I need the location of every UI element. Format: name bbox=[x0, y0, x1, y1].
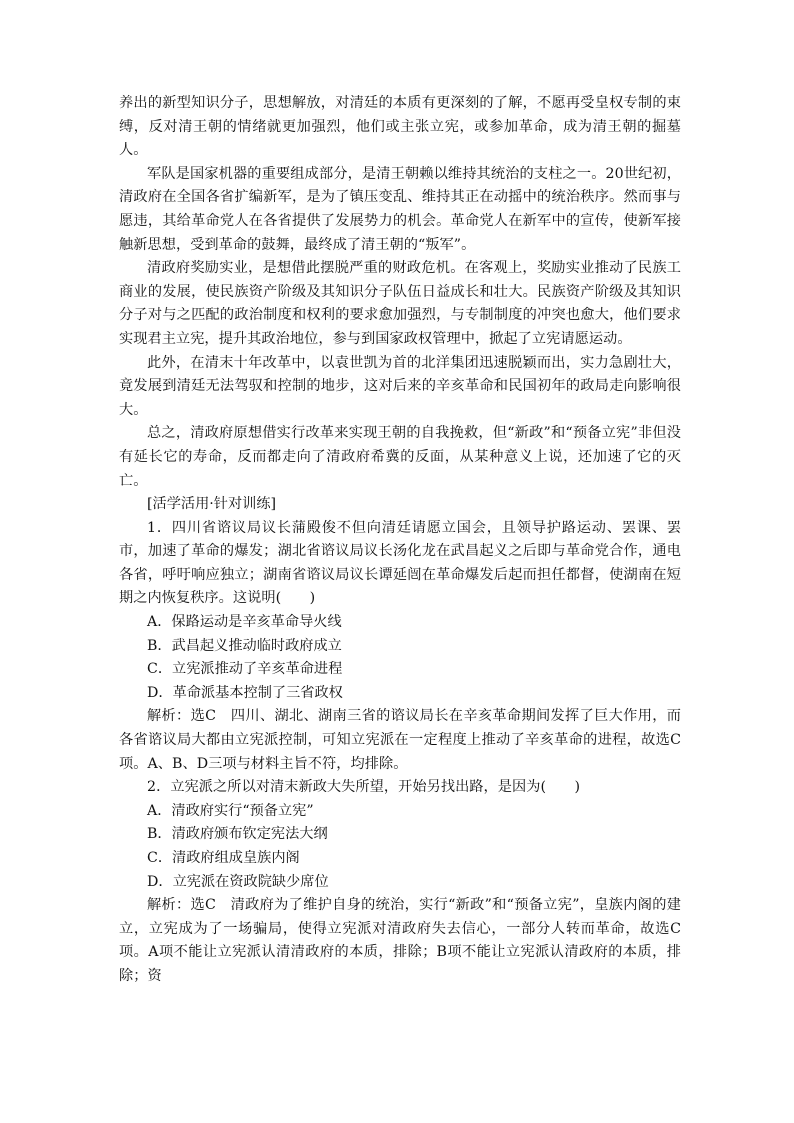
paragraph-new-army: 军队是国家机器的重要组成部分，是清王朝赖以维持其统治的支柱之一。20世纪初，清政府在全国各省扩编新军，是为了镇压变乱、维持其正在动摇中的统治秩序。然而事与愿违，其给革命党人在各省提供了发展势力的机会。革命党人在新军中的宣传，使新军接触新思想，受到革命的鼓舞，最终成了清王朝的“叛军”。 bbox=[119, 165, 681, 253]
question-1-option-c: C．立宪派推动了辛亥革命进程 bbox=[147, 661, 343, 678]
question-1-stem: 1．四川省谘议局议长蒲殿俊不但向清廷请愿立国会，且领导护路运动、罢课、罢市，加速了革命的爆发；湖北省谘议局议长汤化龙在武昌起义之后即与革命党合作，通电各省，呼吁响应独立；湖南省谘议局议长谭延闿在革命爆发后起而担任都督，使湖南在短期之内恢复秩序。这说明( ) bbox=[119, 519, 681, 607]
question-1-option-a: A．保路运动是辛亥革命导火线 bbox=[147, 614, 342, 631]
paragraph-beiyang: 此外，在清末十年改革中，以袁世凯为首的北洋集团迅速脱颖而出，实力急剧壮大，竟发展到清廷无法驾驭和控制的地步，这对后来的辛亥革命和民国初年的政局走向影响很大。 bbox=[119, 354, 681, 418]
paragraph-conclusion: 总之，清政府原想借实行改革来实现王朝的自我挽救，但“新政”和“预备立宪”非但没有延长它的寿命，反而都走向了清政府希冀的反面，从某种意义上说，还加速了它的灭亡。 bbox=[119, 425, 681, 489]
paragraph-intellectuals: 养出的新型知识分子，思想解放，对清廷的本质有更深刻的了解，不愿再受皇权专制的束缚，反对清王朝的情绪就更加强烈，他们或主张立宪，或参加革命，成为清王朝的掘墓人。 bbox=[119, 95, 681, 159]
paragraph-industry: 清政府奖励实业，是想借此摆脱严重的财政危机。在客观上，奖励实业推动了民族工商业的发展，使民族资产阶级及其知识分子队伍日益成长和壮大。民族资产阶级及其知识分子对与之匹配的政治制度和权利的要求愈加强烈，与专制制度的冲突也愈大，他们要求实现君主立宪，提升其政治地位，参与到国家政权管理中，掀起了立宪请愿运动。 bbox=[119, 260, 681, 347]
question-2-analysis: 解析：选C 清政府为了维护自身的统治，实行“新政”和“预备立宪”，皇族内阁的建立，立宪成为了一场骗局，使得立宪派对清政府失去信心，一部分人转而革命，故选C项。A项不能让立宪派认清清政府的本质，排除；B项不能让立宪派认清政府的本质，排除；资 bbox=[119, 897, 681, 984]
question-2-option-b: B．清政府颁布钦定宪法大纲 bbox=[147, 826, 328, 843]
question-1-analysis: 解析：选C 四川、湖北、湖南三省的谘议局长在辛亥革命期间发挥了巨大作用，而各省谘议局大都由立宪派控制，可知立宪派在一定程度上推动了辛亥革命的进程，故选C项。A、B、D三项与材料主旨不符，均排除。 bbox=[119, 708, 681, 772]
question-1-option-b: B．武昌起义推动临时政府成立 bbox=[147, 637, 342, 654]
document-page bbox=[119, 92, 681, 989]
section-tag: [活学活用·针对训练] bbox=[147, 496, 277, 513]
question-1-option-d: D．革命派基本控制了三省政权 bbox=[147, 684, 343, 701]
question-2-option-c: C．清政府组成皇族内阁 bbox=[147, 850, 300, 866]
question-2-stem: 2．立宪派之所以对清末新政大失所望，开始另找出路，是因为( ) bbox=[147, 779, 581, 796]
question-2-option-d: D．立宪派在资政院缺少席位 bbox=[147, 873, 329, 890]
question-2-option-a: A．清政府实行“预备立宪” bbox=[147, 802, 314, 819]
